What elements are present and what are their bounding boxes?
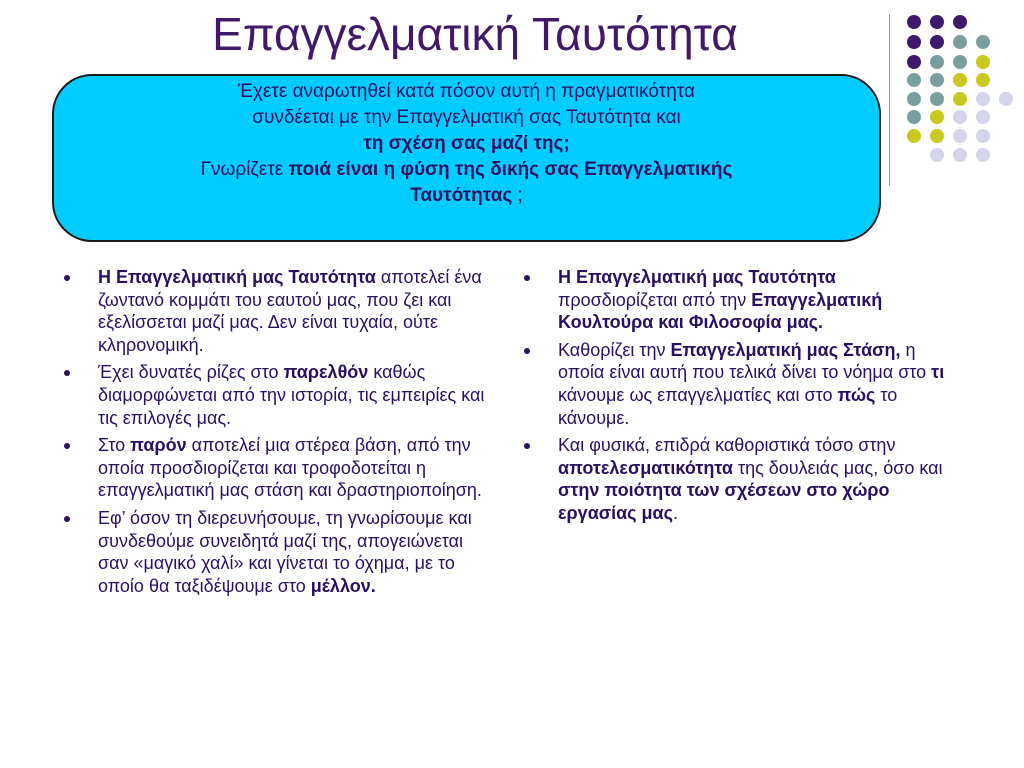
dot-row-6 <box>907 110 990 124</box>
callout-text: Γνωρίζετε <box>200 159 289 180</box>
dot <box>976 55 990 69</box>
bullet-text: της δουλειάς μας, όσο και <box>732 457 943 478</box>
bullet-text: αποτελεί ένα ζωντανό κομμάτι του εαυτού μας, που ζει και εξελίσσεται μαζί μας. Δεν είναι τυχαία, ούτε κληρονομική. <box>98 267 482 355</box>
callout-text: ; <box>512 185 523 206</box>
bullet-text: προσδιορίζεται από την <box>558 289 752 310</box>
bullet-emphasis: Επαγγελματική μας Στάση, <box>670 339 901 360</box>
dot-row-2 <box>907 35 990 49</box>
callout-line-4 <box>54 157 879 183</box>
bullet-dot-icon <box>64 516 70 522</box>
bullet-emphasis: μέλλον. <box>310 575 376 596</box>
dot <box>907 110 921 124</box>
dot <box>976 73 990 87</box>
dot <box>930 55 944 69</box>
bullet-text: Στο <box>98 435 131 456</box>
dot <box>930 15 944 29</box>
dot <box>907 92 921 106</box>
bullet-text: Και φυσικά, επιδρά καθοριστικά τόσο στην <box>558 435 896 456</box>
dot <box>907 35 921 49</box>
dot <box>930 110 944 124</box>
bullet-emphasis: στην ποιότητα των σχέσεων στο χώρο εργασίας μας <box>558 480 890 523</box>
bullet-dot-icon <box>64 443 70 449</box>
bullet-emphasis: αποτελεσματικότητα <box>558 457 733 478</box>
question-callout <box>52 74 881 242</box>
dot-row-3 <box>907 55 990 69</box>
dot <box>930 129 944 143</box>
dot <box>907 129 921 143</box>
bullet-dot-icon <box>524 348 530 354</box>
dot <box>930 92 944 106</box>
dot-row-8 <box>930 148 990 162</box>
dot <box>953 55 967 69</box>
dot <box>953 15 967 29</box>
dot <box>907 73 921 87</box>
bullet-item <box>62 507 498 597</box>
dot <box>953 148 967 162</box>
bullet-text: το κάνουμε. <box>558 384 898 428</box>
bullet-text: Έχει δυνατές ρίζες στο <box>98 362 284 383</box>
callout-line-5 <box>54 183 879 209</box>
dot-row-4 <box>907 73 990 87</box>
bullet-dot-icon <box>524 275 530 281</box>
bullet-text: αποτελεί μια στέρεα βάση, από την οποία προσδιορίζεται και τροφοδοτείται η επαγγελματική μας στάση και δραστηριοποίηση. <box>98 435 482 501</box>
page-title: Επαγγελματική Ταυτότητα <box>212 8 738 60</box>
dot <box>953 92 967 106</box>
callout-emphasis: ποιά είναι η φύση της δικής σας Επαγγελματικής <box>288 159 733 180</box>
bullet-item <box>62 434 498 502</box>
dot-row-1 <box>907 15 967 29</box>
callout-emphasis: τη σχέση σας μαζί της; <box>363 133 570 154</box>
bullet-item <box>522 266 952 334</box>
dot <box>930 148 944 162</box>
callout-emphasis: Ταυτότητας <box>410 185 513 206</box>
bullet-emphasis: Επαγγελματική Κουλτούρα και Φιλοσοφία μας. <box>558 289 883 333</box>
dot <box>953 73 967 87</box>
dot <box>907 55 921 69</box>
bullet-text: . <box>672 502 678 523</box>
bullet-emphasis: παρελθόν <box>283 362 369 383</box>
dot <box>930 35 944 49</box>
bullet-emphasis: τι <box>931 362 945 383</box>
callout-line-1: Έχετε αναρωτηθεί κατά πόσον αυτή η πραγματικότητα <box>237 81 696 102</box>
vertical-divider <box>889 14 890 186</box>
bullet-emphasis: Η Επαγγελματική μας Ταυτότητα <box>558 267 836 287</box>
bullet-emphasis: παρόν <box>130 435 187 456</box>
bullet-emphasis: πώς <box>837 384 876 405</box>
bullet-text: καθώς διαμορφώνεται από την ιστορία, τις εμπειρίες και τις επιλογές μας. <box>98 362 485 428</box>
right-bullet-list <box>522 266 952 530</box>
bullet-text: κάνουμε ως επαγγελματίες και στο <box>558 384 838 405</box>
bullet-text: Εφ’ όσον τη διερευνήσουμε, τη γνωρίσουμε και συνδεθούμε συνειδητά μαζί της, απογειώνεται σαν «μαγικό χαλί» και γίνεται το όχημα, με το οποίο θα ταξιδέψουμε στο <box>98 507 472 596</box>
bullet-dot-icon <box>524 443 530 449</box>
callout-line-3 <box>54 131 879 157</box>
dot <box>999 92 1013 106</box>
bullet-item <box>522 434 952 524</box>
bullet-text: Καθορίζει την <box>558 339 671 360</box>
bullet-text: η οποία είναι αυτή που τελικά δίνει το νόημα στο <box>558 339 932 383</box>
dot-row-7 <box>907 129 990 143</box>
dot <box>953 35 967 49</box>
dot-row-5 <box>907 92 1013 106</box>
bullet-item <box>62 361 498 429</box>
bullet-emphasis: Η Επαγγελματική μας Ταυτότητα <box>98 267 376 287</box>
dot <box>953 129 967 143</box>
dot <box>976 110 990 124</box>
dot <box>976 148 990 162</box>
dot <box>976 35 990 49</box>
dot <box>976 129 990 143</box>
dot <box>976 92 990 106</box>
callout-line-2: συνδέεται με την Επαγγελματική σας Ταυτότητα και <box>252 107 681 128</box>
dot <box>953 110 967 124</box>
bullet-item <box>62 266 498 356</box>
dot <box>930 73 944 87</box>
dot <box>907 15 921 29</box>
bullet-dot-icon <box>64 370 70 376</box>
left-bullet-list <box>62 266 498 602</box>
bullet-item <box>522 339 952 429</box>
bullet-dot-icon <box>64 275 70 281</box>
